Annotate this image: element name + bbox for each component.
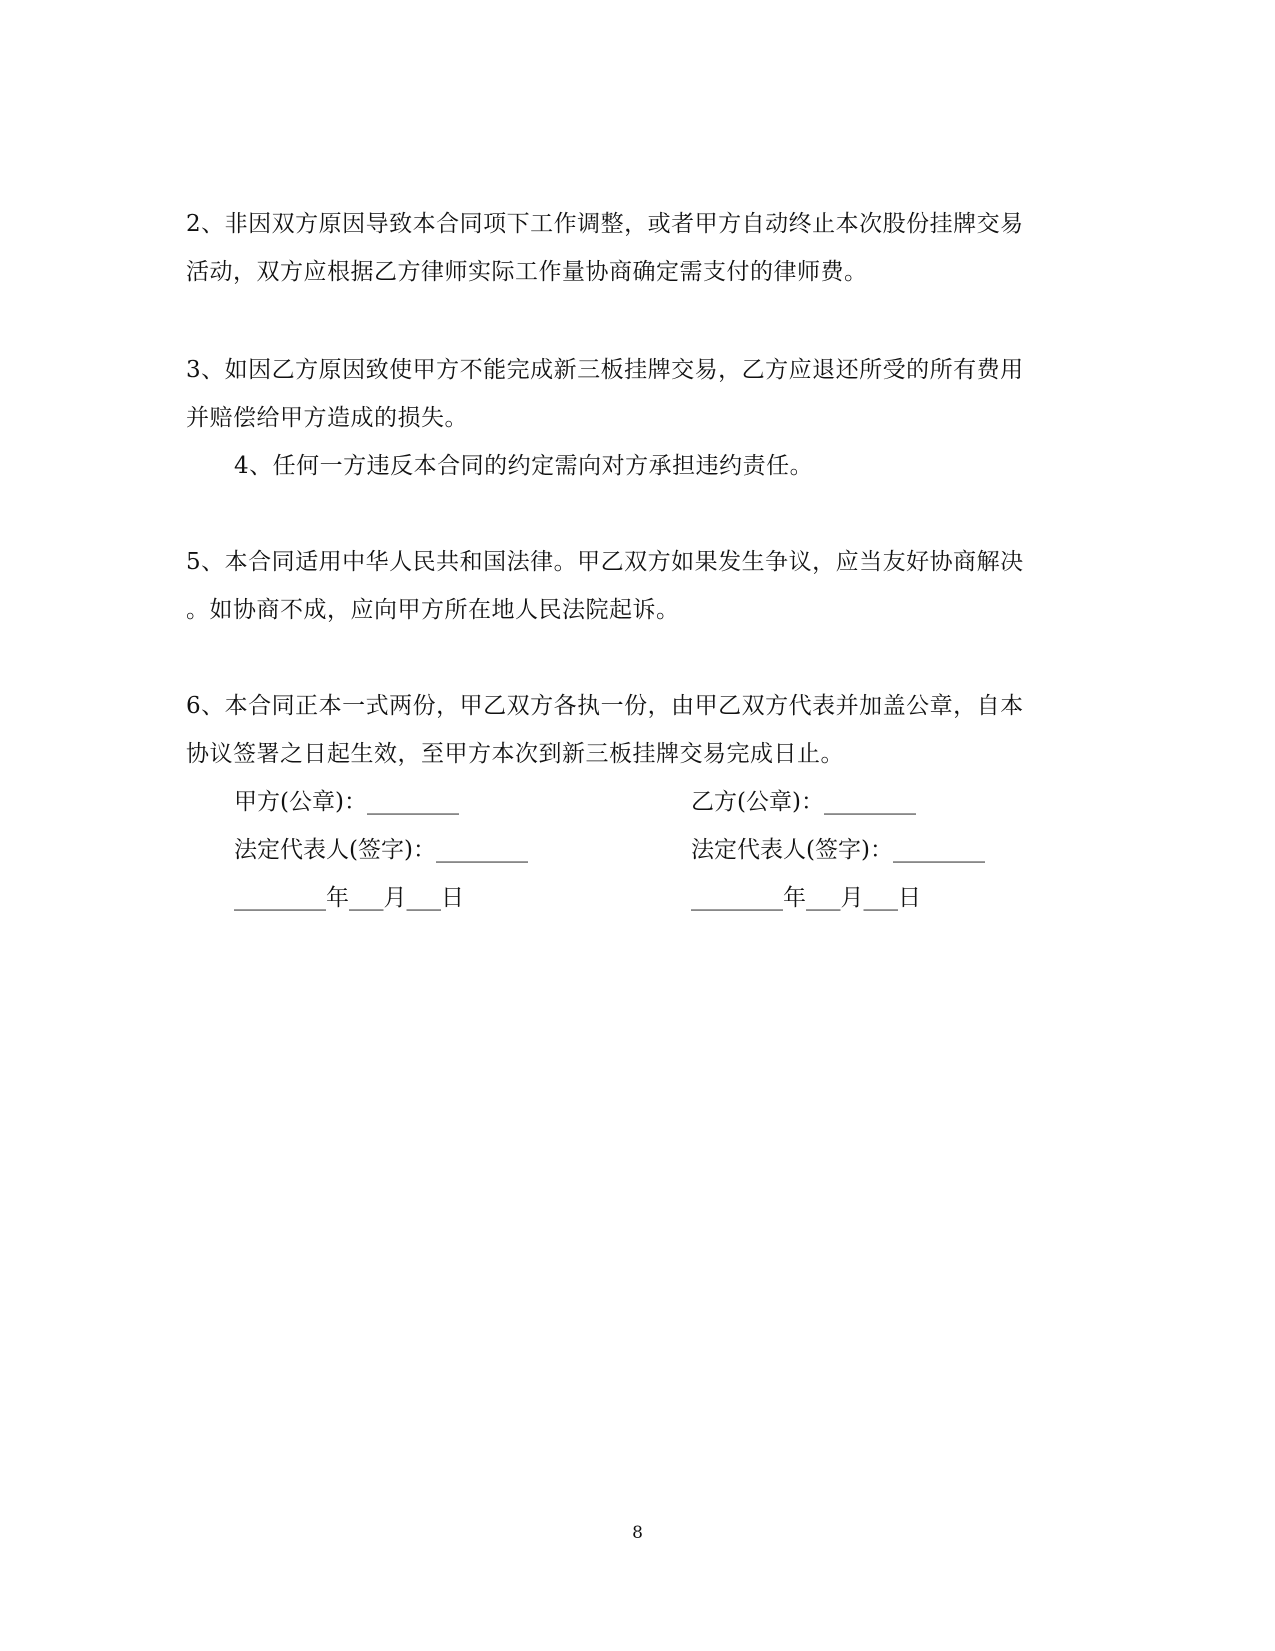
- clause-5-line-2: 。如协商不成，应向甲方所在地人民法院起诉。: [186, 597, 680, 623]
- clause-6-line-1: 6、本合同正本一式两份，甲乙双方各执一份，由甲乙双方代表并加盖公章，自本: [186, 693, 1024, 719]
- clause-2-line-2: 活动，双方应根据乙方律师实际工作量协商确定需支付的律师费。: [186, 259, 868, 285]
- clause-2-line-1: 2、非因双方原因导致本合同项下工作调整，或者甲方自动终止本次股份挂牌交易: [186, 211, 1024, 237]
- clause-3-line-1: 3、如因乙方原因致使甲方不能完成新三板挂牌交易，乙方应退还所受的所有费用: [186, 357, 1024, 383]
- party-a-seal-field: 甲方(公章)：________: [234, 789, 459, 815]
- party-b-representative-field: 法定代表人(签字)：________: [691, 837, 985, 863]
- page-number: 8: [632, 1523, 643, 1543]
- party-a-representative-field: 法定代表人(签字)：________: [234, 837, 528, 863]
- party-b-date-field: ________年___月___日: [691, 885, 921, 911]
- clause-4-line-1: 4、任何一方违反本合同的约定需向对方承担违约责任。: [234, 453, 814, 479]
- clause-3-line-2: 并赔偿给甲方造成的损失。: [186, 405, 468, 431]
- clause-5-line-1: 5、本合同适用中华人民共和国法律。甲乙双方如果发生争议，应当友好协商解决: [186, 549, 1024, 575]
- party-a-date-field: ________年___月___日: [234, 885, 464, 911]
- clause-6-line-2: 协议签署之日起生效，至甲方本次到新三板挂牌交易完成日止。: [186, 741, 844, 767]
- party-b-seal-field: 乙方(公章)：________: [691, 789, 916, 815]
